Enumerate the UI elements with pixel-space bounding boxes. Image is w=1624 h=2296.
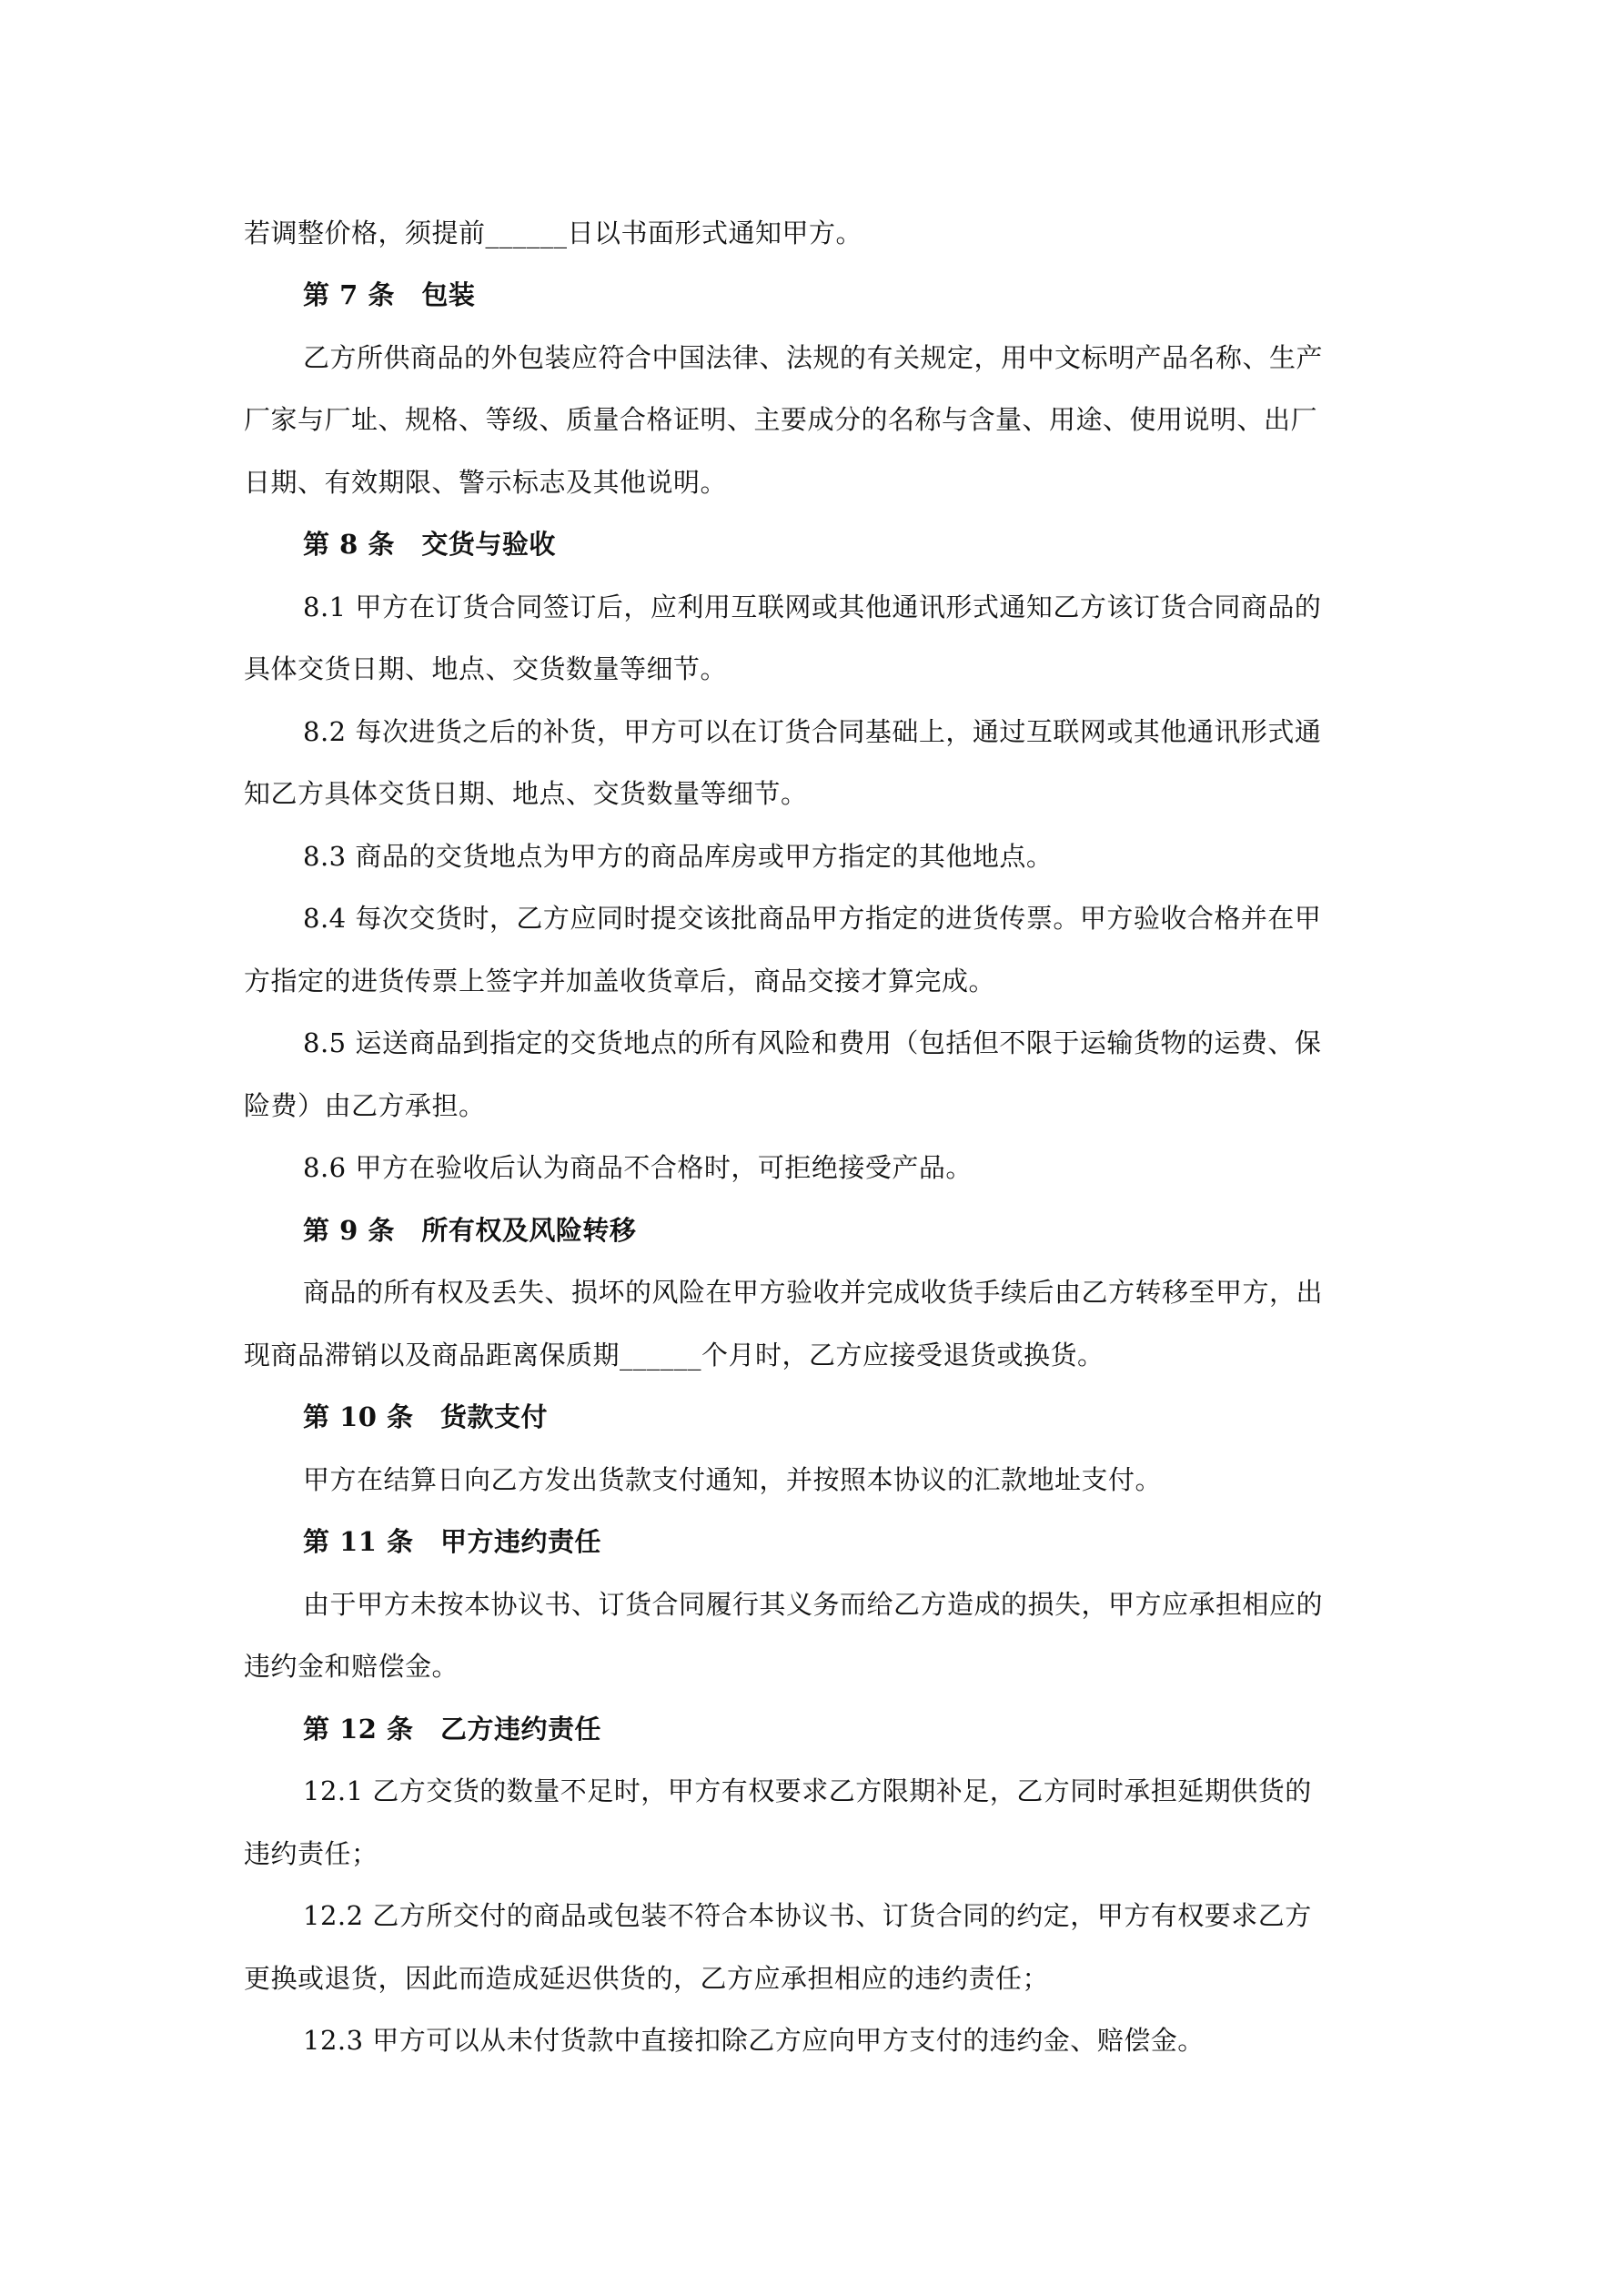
paragraph-line: 若调整价格，须提前______日以书面形式通知甲方。 [244, 217, 863, 248]
article-12-heading: 第 12 条 乙方违约责任 [303, 1714, 602, 1745]
paragraph-line: 方指定的进货传票上签字并加盖收货章后，商品交接才算完成。 [244, 966, 996, 996]
article-10-heading: 第 10 条 货款支付 [303, 1401, 549, 1432]
paragraph-line: 8.4 每次交货时，乙方应同时提交该批商品甲方指定的进货传票。甲方验收合格并在甲 [303, 903, 1322, 934]
article-7-heading: 第 7 条 包装 [303, 279, 476, 310]
paragraph-line: 8.3 商品的交货地点为甲方的商品库房或甲方指定的其他地点。 [303, 841, 1054, 872]
paragraph-line: 知乙方具体交货日期、地点、交货数量等细节。 [244, 778, 808, 809]
paragraph-line: 12.2 乙方所交付的商品或包装不符合本协议书、订货合同的约定，甲方有权要求乙方 [303, 1900, 1312, 1931]
paragraph-line: 12.3 甲方可以从未付货款中直接扣除乙方应向甲方支付的违约金、赔偿金。 [303, 2025, 1205, 2056]
paragraph-line: 8.6 甲方在验收后认为商品不合格时，可拒绝接受产品。 [303, 1152, 973, 1183]
paragraph-line: 商品的所有权及丢失、损坏的风险在甲方验收并完成收货手续后由乙方转移至甲方，出 [303, 1277, 1324, 1308]
paragraph-line: 险费）由乙方承担。 [244, 1090, 486, 1121]
paragraph-line: 乙方所供商品的外包装应符合中国法律、法规的有关规定，用中文标明产品名称、生产 [303, 342, 1324, 373]
paragraph-line: 更换或退货，因此而造成延迟供货的，乙方应承担相应的违约责任； [244, 1963, 1050, 1994]
paragraph-line: 现商品滞销以及商品距离保质期______个月时，乙方应接受退货或换货。 [244, 1340, 1105, 1371]
paragraph-line: 厂家与厂址、规格、等级、质量合格证明、主要成分的名称与含量、用途、使用说明、出厂 [244, 404, 1318, 435]
paragraph-line: 12.1 乙方交货的数量不足时，甲方有权要求乙方限期补足，乙方同时承担延期供货的 [303, 1775, 1312, 1806]
paragraph-line: 违约责任； [244, 1838, 378, 1869]
article-8-heading: 第 8 条 交货与验收 [303, 529, 556, 560]
article-9-heading: 第 9 条 所有权及风险转移 [303, 1215, 637, 1246]
article-11-heading: 第 11 条 甲方违约责任 [303, 1526, 602, 1557]
paragraph-line: 甲方在结算日向乙方发出货款支付通知，并按照本协议的汇款地址支付。 [303, 1464, 1163, 1495]
paragraph-line: 具体交货日期、地点、交货数量等细节。 [244, 653, 728, 684]
paragraph-line: 违约金和赔偿金。 [244, 1651, 459, 1682]
paragraph-line: 8.1 甲方在订货合同签订后，应利用互联网或其他通讯形式通知乙方该订货合同商品的 [303, 592, 1322, 622]
paragraph-line: 8.5 运送商品到指定的交货地点的所有风险和费用（包括但不限于运输货物的运费、保 [303, 1027, 1322, 1058]
paragraph-line: 日期、有效期限、警示标志及其他说明。 [244, 467, 728, 498]
paragraph-line: 8.2 每次进货之后的补货，甲方可以在订货合同基础上，通过互联网或其他通讯形式通 [303, 716, 1322, 747]
paragraph-line: 由于甲方未按本协议书、订货合同履行其义务而给乙方造成的损失，甲方应承担相应的 [303, 1589, 1324, 1620]
